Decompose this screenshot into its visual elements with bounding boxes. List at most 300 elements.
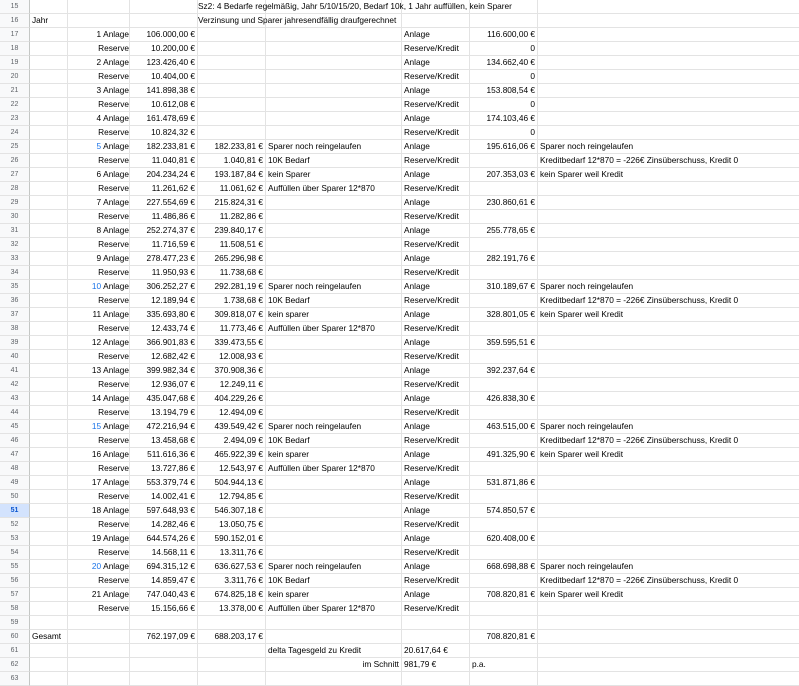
cell-g[interactable] (470, 56, 538, 70)
cell-g[interactable] (470, 210, 538, 224)
cell-g[interactable] (470, 322, 538, 336)
cell-b[interactable] (68, 602, 130, 616)
cell-d[interactable] (198, 322, 266, 336)
cell-g[interactable] (470, 14, 538, 28)
cell-d[interactable] (198, 644, 266, 658)
row-header[interactable]: 37 (0, 308, 30, 322)
cell-c[interactable] (130, 672, 198, 686)
cell-f[interactable] (402, 630, 470, 644)
cell-b[interactable] (68, 574, 130, 588)
cell-a[interactable] (30, 406, 68, 420)
cell-b[interactable] (68, 140, 130, 154)
cell-f[interactable] (402, 560, 470, 574)
cell-e[interactable] (266, 504, 402, 518)
cell-e[interactable] (266, 392, 402, 406)
row-header[interactable]: 19 (0, 56, 30, 70)
cell-f[interactable] (402, 112, 470, 126)
cell-g[interactable] (470, 140, 538, 154)
cell-h[interactable] (538, 392, 799, 406)
cell-b[interactable] (68, 434, 130, 448)
cell-h[interactable] (538, 70, 799, 84)
cell-a[interactable] (30, 476, 68, 490)
cell-f[interactable] (402, 350, 470, 364)
cell-b[interactable] (68, 154, 130, 168)
cell-c[interactable] (130, 154, 198, 168)
cell-e[interactable] (266, 224, 402, 238)
cell-d[interactable] (198, 462, 266, 476)
cell-c[interactable] (130, 588, 198, 602)
cell-a[interactable] (30, 266, 68, 280)
cell-b[interactable] (68, 14, 130, 28)
cell-f[interactable] (402, 420, 470, 434)
row-header[interactable]: 24 (0, 126, 30, 140)
cell-b[interactable] (68, 616, 130, 630)
cell-g[interactable] (470, 504, 538, 518)
cell-d[interactable] (198, 182, 266, 196)
cell-f[interactable] (402, 546, 470, 560)
cell-e[interactable] (266, 140, 402, 154)
row-header[interactable]: 59 (0, 616, 30, 630)
cell-b[interactable] (68, 672, 130, 686)
cell-c[interactable] (130, 42, 198, 56)
cell-d[interactable] (198, 252, 266, 266)
cell-h[interactable] (538, 308, 799, 322)
cell-e[interactable] (266, 126, 402, 140)
cell-d[interactable] (198, 658, 266, 672)
cell-d[interactable] (198, 112, 266, 126)
cell-e[interactable] (266, 364, 402, 378)
cell-d[interactable] (198, 350, 266, 364)
row-header[interactable]: 35 (0, 280, 30, 294)
cell-c[interactable] (130, 644, 198, 658)
cell-a[interactable] (30, 84, 68, 98)
cell-h[interactable] (538, 168, 799, 182)
cell-f[interactable] (402, 294, 470, 308)
cell-a[interactable] (30, 490, 68, 504)
cell-h[interactable] (538, 644, 799, 658)
cell-d[interactable] (198, 602, 266, 616)
cell-d[interactable] (198, 574, 266, 588)
row-header[interactable]: 15 (0, 0, 30, 14)
cell-a[interactable] (30, 448, 68, 462)
cell-h[interactable] (538, 28, 799, 42)
cell-g[interactable] (470, 448, 538, 462)
cell-b[interactable] (68, 406, 130, 420)
cell-h[interactable] (538, 266, 799, 280)
cell-f[interactable] (402, 42, 470, 56)
cell-g[interactable] (470, 70, 538, 84)
cell-e[interactable] (266, 294, 402, 308)
row-header[interactable]: 21 (0, 84, 30, 98)
cell-h[interactable] (538, 224, 799, 238)
cell-f[interactable] (402, 378, 470, 392)
row-header[interactable]: 45 (0, 420, 30, 434)
cell-b[interactable] (68, 308, 130, 322)
cell-g[interactable] (470, 490, 538, 504)
row-header[interactable]: 39 (0, 336, 30, 350)
cell-c[interactable] (130, 350, 198, 364)
cell-f[interactable] (402, 322, 470, 336)
cell-b[interactable] (68, 70, 130, 84)
cell-b[interactable] (68, 28, 130, 42)
cell-b[interactable] (68, 644, 130, 658)
cell-h[interactable] (538, 532, 799, 546)
cell-h[interactable] (538, 154, 799, 168)
cell-h[interactable] (538, 98, 799, 112)
cell-e[interactable] (266, 616, 402, 630)
cell-f[interactable] (402, 28, 470, 42)
cell-g[interactable] (470, 378, 538, 392)
cell-e[interactable] (266, 168, 402, 182)
cell-d[interactable] (198, 224, 266, 238)
cell-d[interactable] (198, 266, 266, 280)
cell-e[interactable] (266, 602, 402, 616)
row-header[interactable]: 49 (0, 476, 30, 490)
cell-e[interactable] (266, 42, 402, 56)
cell-b[interactable] (68, 168, 130, 182)
cell-e[interactable] (266, 406, 402, 420)
cell-b[interactable] (68, 196, 130, 210)
row-header[interactable]: 18 (0, 42, 30, 56)
cell-g[interactable] (470, 308, 538, 322)
row-header[interactable]: 51 (0, 504, 30, 518)
row-header[interactable]: 55 (0, 560, 30, 574)
cell-h[interactable] (538, 574, 799, 588)
cell-c[interactable] (130, 602, 198, 616)
cell-h[interactable] (538, 658, 799, 672)
cell-c[interactable] (130, 168, 198, 182)
cell-h[interactable] (538, 588, 799, 602)
cell-h[interactable] (538, 420, 799, 434)
cell-b[interactable] (68, 392, 130, 406)
cell-h[interactable] (538, 546, 799, 560)
row-header[interactable]: 36 (0, 294, 30, 308)
row-header[interactable]: 34 (0, 266, 30, 280)
cell-e[interactable] (266, 434, 402, 448)
cell-a[interactable] (30, 28, 68, 42)
cell-g[interactable] (470, 42, 538, 56)
cell-g[interactable] (470, 364, 538, 378)
cell-b[interactable] (68, 350, 130, 364)
cell-a[interactable] (30, 658, 68, 672)
cell-e[interactable] (266, 182, 402, 196)
row-header[interactable]: 26 (0, 154, 30, 168)
cell-b[interactable] (68, 658, 130, 672)
cell-d[interactable] (198, 616, 266, 630)
cell-f[interactable] (402, 672, 470, 686)
cell-e[interactable] (266, 574, 402, 588)
cell-d[interactable] (198, 420, 266, 434)
cell-g[interactable] (470, 252, 538, 266)
cell-e[interactable] (266, 546, 402, 560)
cell-d[interactable] (198, 42, 266, 56)
cell-d[interactable] (198, 476, 266, 490)
row-header[interactable]: 44 (0, 406, 30, 420)
cell-d[interactable] (198, 392, 266, 406)
cell-d[interactable] (198, 448, 266, 462)
cell-c[interactable] (130, 210, 198, 224)
cell-h[interactable] (538, 448, 799, 462)
cell-a[interactable] (30, 154, 68, 168)
row-header[interactable]: 30 (0, 210, 30, 224)
cell-d[interactable] (198, 238, 266, 252)
cell-f[interactable] (402, 364, 470, 378)
cell-a[interactable] (30, 14, 68, 28)
cell-h[interactable] (538, 406, 799, 420)
cell-c[interactable] (130, 406, 198, 420)
cell-c[interactable] (130, 252, 198, 266)
row-header[interactable]: 42 (0, 378, 30, 392)
cell-a[interactable] (30, 126, 68, 140)
cell-d[interactable] (198, 378, 266, 392)
cell-d[interactable] (198, 14, 397, 28)
row-header[interactable]: 54 (0, 546, 30, 560)
cell-d[interactable] (198, 168, 266, 182)
cell-c[interactable] (130, 630, 198, 644)
cell-e[interactable] (266, 462, 402, 476)
cell-c[interactable] (130, 560, 198, 574)
cell-g[interactable] (470, 238, 538, 252)
cell-e[interactable] (266, 630, 402, 644)
cell-f[interactable] (402, 476, 470, 490)
cell-d[interactable] (198, 490, 266, 504)
cell-f[interactable] (402, 252, 470, 266)
cell-h[interactable] (538, 210, 799, 224)
cell-d[interactable] (198, 28, 266, 42)
cell-g[interactable] (470, 84, 538, 98)
cell-b[interactable] (68, 112, 130, 126)
cell-g[interactable] (470, 280, 538, 294)
row-header[interactable]: 56 (0, 574, 30, 588)
cell-d[interactable] (198, 140, 266, 154)
cell-c[interactable] (130, 434, 198, 448)
cell-c[interactable] (130, 238, 198, 252)
cell-g[interactable] (470, 420, 538, 434)
cell-c[interactable] (130, 518, 198, 532)
cell-g[interactable] (470, 266, 538, 280)
cell-e[interactable] (266, 98, 402, 112)
row-header[interactable]: 25 (0, 140, 30, 154)
cell-c[interactable] (130, 56, 198, 70)
cell-g[interactable] (470, 294, 538, 308)
cell-f[interactable] (402, 532, 470, 546)
cell-a[interactable] (30, 224, 68, 238)
cell-a[interactable] (30, 196, 68, 210)
cell-e[interactable] (266, 518, 402, 532)
cell-b[interactable] (68, 84, 130, 98)
cell-a[interactable] (30, 0, 68, 14)
cell-c[interactable] (130, 126, 198, 140)
cell-d[interactable] (198, 504, 266, 518)
cell-g[interactable] (470, 182, 538, 196)
cell-c[interactable] (130, 476, 198, 490)
cell-h[interactable] (538, 42, 799, 56)
row-header[interactable]: 16 (0, 14, 30, 28)
cell-g[interactable] (470, 392, 538, 406)
cell-a[interactable] (30, 420, 68, 434)
cell-d[interactable] (198, 532, 266, 546)
cell-g[interactable] (470, 476, 538, 490)
cell-c[interactable] (130, 182, 198, 196)
cell-a[interactable] (30, 308, 68, 322)
cell-f[interactable] (402, 658, 470, 672)
cell-b[interactable] (68, 378, 130, 392)
row-header[interactable]: 27 (0, 168, 30, 182)
cell-a[interactable] (30, 294, 68, 308)
cell-d[interactable] (198, 364, 266, 378)
row-header[interactable]: 23 (0, 112, 30, 126)
row-header[interactable]: 48 (0, 462, 30, 476)
cell-f[interactable] (402, 644, 470, 658)
row-header[interactable]: 41 (0, 364, 30, 378)
cell-h[interactable] (538, 336, 799, 350)
cell-d[interactable] (198, 98, 266, 112)
cell-f[interactable] (402, 14, 470, 28)
cell-h[interactable] (538, 476, 799, 490)
cell-f[interactable] (402, 168, 470, 182)
cell-a[interactable] (30, 112, 68, 126)
cell-d[interactable] (198, 294, 266, 308)
cell-a[interactable] (30, 56, 68, 70)
cell-f[interactable] (402, 392, 470, 406)
cell-e[interactable] (266, 560, 402, 574)
cell-c[interactable] (130, 112, 198, 126)
cell-g[interactable] (470, 672, 538, 686)
row-header[interactable]: 52 (0, 518, 30, 532)
cell-h[interactable] (538, 602, 799, 616)
cell-g[interactable] (470, 546, 538, 560)
cell-a[interactable] (30, 644, 68, 658)
cell-h[interactable] (538, 490, 799, 504)
cell-g[interactable] (470, 112, 538, 126)
row-header[interactable]: 50 (0, 490, 30, 504)
row-header[interactable]: 57 (0, 588, 30, 602)
cell-f[interactable] (402, 238, 470, 252)
cell-f[interactable] (402, 490, 470, 504)
cell-b[interactable] (68, 42, 130, 56)
cell-d[interactable] (198, 308, 266, 322)
cell-b[interactable] (68, 448, 130, 462)
cell-b[interactable] (68, 252, 130, 266)
cell-c[interactable] (130, 84, 198, 98)
cell-b[interactable] (68, 266, 130, 280)
cell-e[interactable] (266, 658, 402, 672)
cell-h[interactable] (538, 0, 799, 14)
cell-f[interactable] (402, 266, 470, 280)
cell-g[interactable] (470, 336, 538, 350)
cell-d[interactable] (198, 434, 266, 448)
row-header[interactable]: 63 (0, 672, 30, 686)
cell-h[interactable] (538, 462, 799, 476)
cell-b[interactable] (68, 420, 130, 434)
cell-b[interactable] (68, 336, 130, 350)
cell-f[interactable] (402, 126, 470, 140)
cell-c[interactable] (130, 308, 198, 322)
cell-c[interactable] (130, 140, 198, 154)
row-header[interactable]: 53 (0, 532, 30, 546)
cell-g[interactable] (470, 602, 538, 616)
cell-h[interactable] (538, 238, 799, 252)
cell-e[interactable] (266, 672, 402, 686)
cell-d[interactable] (198, 126, 266, 140)
cell-a[interactable] (30, 280, 68, 294)
cell-e[interactable] (266, 378, 402, 392)
row-header[interactable]: 40 (0, 350, 30, 364)
cell-f[interactable] (402, 84, 470, 98)
cell-b[interactable] (68, 518, 130, 532)
cell-e[interactable] (266, 210, 402, 224)
cell-a[interactable] (30, 140, 68, 154)
cell-g[interactable] (470, 462, 538, 476)
cell-c[interactable] (130, 224, 198, 238)
cell-e[interactable] (266, 476, 402, 490)
cell-e[interactable] (266, 532, 402, 546)
cell-a[interactable] (30, 546, 68, 560)
cell-h[interactable] (538, 350, 799, 364)
cell-e[interactable] (266, 112, 402, 126)
cell-d[interactable] (198, 546, 266, 560)
cell-f[interactable] (402, 602, 470, 616)
cell-e[interactable] (266, 308, 402, 322)
cell-c[interactable] (130, 14, 198, 28)
cell-f[interactable] (402, 462, 470, 476)
cell-e[interactable] (266, 196, 402, 210)
cell-g[interactable] (470, 574, 538, 588)
cell-h[interactable] (538, 56, 799, 70)
cell-c[interactable] (130, 196, 198, 210)
cell-b[interactable] (68, 504, 130, 518)
cell-h[interactable] (538, 294, 799, 308)
cell-g[interactable] (470, 98, 538, 112)
cell-a[interactable] (30, 336, 68, 350)
cell-e[interactable] (266, 336, 402, 350)
cell-g[interactable] (470, 630, 538, 644)
row-header[interactable]: 46 (0, 434, 30, 448)
row-header[interactable]: 60 (0, 630, 30, 644)
cell-f[interactable] (402, 518, 470, 532)
cell-f[interactable] (402, 504, 470, 518)
cell-a[interactable] (30, 434, 68, 448)
cell-h[interactable] (538, 518, 799, 532)
cell-g[interactable] (470, 350, 538, 364)
cell-d[interactable] (198, 336, 266, 350)
row-header[interactable]: 22 (0, 98, 30, 112)
row-header[interactable]: 62 (0, 658, 30, 672)
row-header[interactable]: 47 (0, 448, 30, 462)
cell-f[interactable] (402, 406, 470, 420)
row-header[interactable]: 33 (0, 252, 30, 266)
cell-h[interactable] (538, 434, 799, 448)
cell-h[interactable] (538, 322, 799, 336)
cell-b[interactable] (68, 546, 130, 560)
cell-e[interactable] (266, 28, 402, 42)
cell-b[interactable] (68, 462, 130, 476)
cell-b[interactable] (68, 560, 130, 574)
cell-d[interactable] (198, 630, 266, 644)
cell-e[interactable] (266, 252, 402, 266)
cell-e[interactable] (266, 644, 402, 658)
cell-e[interactable] (266, 350, 402, 364)
cell-h[interactable] (538, 126, 799, 140)
cell-g[interactable] (470, 518, 538, 532)
cell-h[interactable] (538, 140, 799, 154)
cell-c[interactable] (130, 378, 198, 392)
cell-b[interactable] (68, 210, 130, 224)
cell-b[interactable] (68, 364, 130, 378)
cell-c[interactable] (130, 490, 198, 504)
cell-c[interactable] (130, 98, 198, 112)
cell-h[interactable] (538, 112, 799, 126)
